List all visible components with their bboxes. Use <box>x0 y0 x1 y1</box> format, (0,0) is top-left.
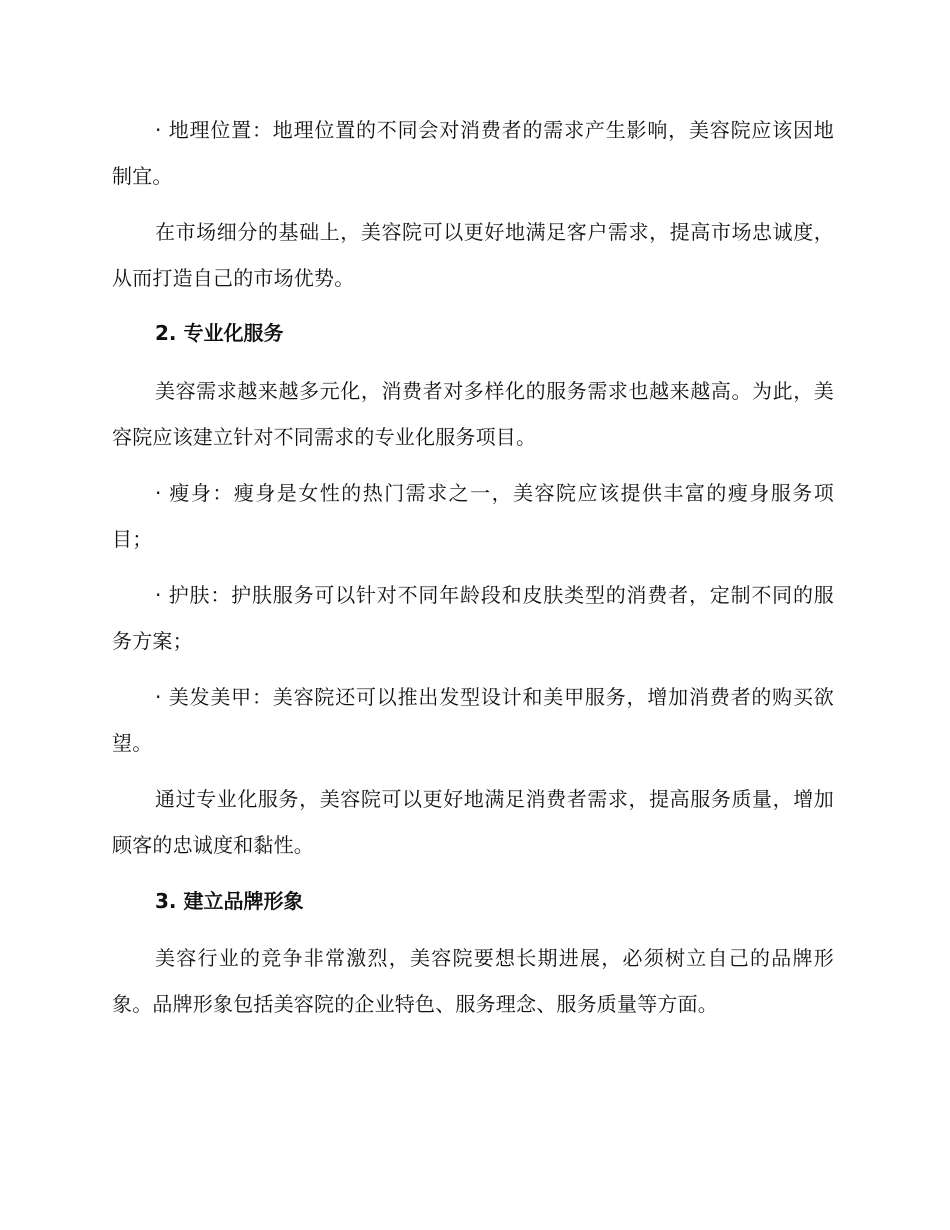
section-heading-brand-image: 3. 建立品牌形象 <box>155 889 304 913</box>
section-heading-professional-services: 2. 专业化服务 <box>155 321 284 345</box>
paragraph-professional-services-intro: 美容需求越来越多元化，消费者对多样化的服务需求也越来越高。为此，美容院应该建立针对不同需求的专业化服务项目。 <box>112 379 834 449</box>
bullet-slimming: · 瘦身：瘦身是女性的热门需求之一，美容院应该提供丰富的瘦身服务项目； <box>112 481 834 551</box>
paragraph-market-segmentation-summary: 在市场细分的基础上，美容院可以更好地满足客户需求，提高市场忠诚度，从而打造自己的市场优势。 <box>112 220 834 290</box>
paragraph-brand-image: 美容行业的竞争非常激烈，美容院要想长期进展，必须树立自己的品牌形象。品牌形象包括美容院的企业特色、服务理念、服务质量等方面。 <box>112 946 834 1016</box>
bullet-geographic-location: · 地理位置：地理位置的不同会对消费者的需求产生影响，美容院应该因地制宜。 <box>112 118 834 188</box>
bullet-skincare: · 护肤：护肤服务可以针对不同年龄段和皮肤类型的消费者，定制不同的服务方案； <box>112 583 834 653</box>
paragraph-professional-services-summary: 通过专业化服务，美容院可以更好地满足消费者需求，提高服务质量，增加顾客的忠诚度和黏性。 <box>112 787 834 857</box>
bullet-hair-and-nails: · 美发美甲：美容院还可以推出发型设计和美甲服务，增加消费者的购买欲望。 <box>112 685 834 755</box>
